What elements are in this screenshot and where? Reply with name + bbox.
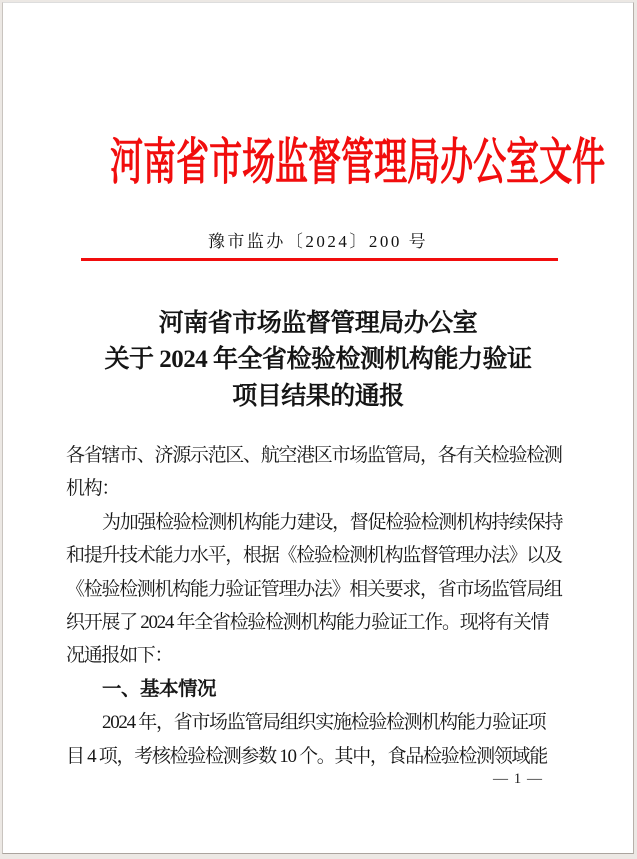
body-line-salutation-1: 各省辖市、济源示范区、航空港区市场监管局，各有关检验检测 xyxy=(66,445,562,466)
document-title xyxy=(3,306,633,415)
document-title-line1: 河南省市场监督管理局办公室 xyxy=(158,310,478,337)
section-heading-basic-situation: 一、基本情况 xyxy=(102,677,217,700)
document-page xyxy=(2,2,634,854)
body-line-para1-3: 《检验检测机构能力验证管理办法》相关要求，省市场监管局组 xyxy=(66,578,562,600)
body-text xyxy=(66,439,563,773)
body-line-para1-2: 和提升技术能力水平，根据《检验检测机构监督管理办法》以及 xyxy=(66,545,562,567)
doc-number: 豫市监办〔2024〕200 号 xyxy=(207,232,429,251)
document-title-line2: 关于 2024 年全省检验检测机构能力验证 xyxy=(104,346,532,374)
body-line-para1-5: 况通报如下： xyxy=(66,645,173,667)
red-divider-rule xyxy=(81,258,558,261)
body-line-para2-2: 目 4 项，考核检验检测参数 10 个。其中，食品检验检测领域能 xyxy=(66,745,547,767)
page-number: — 1 — xyxy=(493,771,543,787)
body-line-para1-1: 为加强检验检测机构能力建设，督促检验检测机构持续保持 xyxy=(102,511,563,533)
body-line-para1-4: 织开展了 2024 年全省检验检测机构能力验证工作。现将有关情 xyxy=(66,611,549,633)
document-title-line3: 项目结果的通报 xyxy=(232,382,404,410)
body-line-salutation-2: 机构： xyxy=(66,478,120,500)
masthead-title: 河南省市场监督管理局办公室文件 xyxy=(110,134,606,190)
body-line-para2-1: 2024 年，省市场监管局组织实施检验检测机构能力验证项 xyxy=(102,712,546,734)
